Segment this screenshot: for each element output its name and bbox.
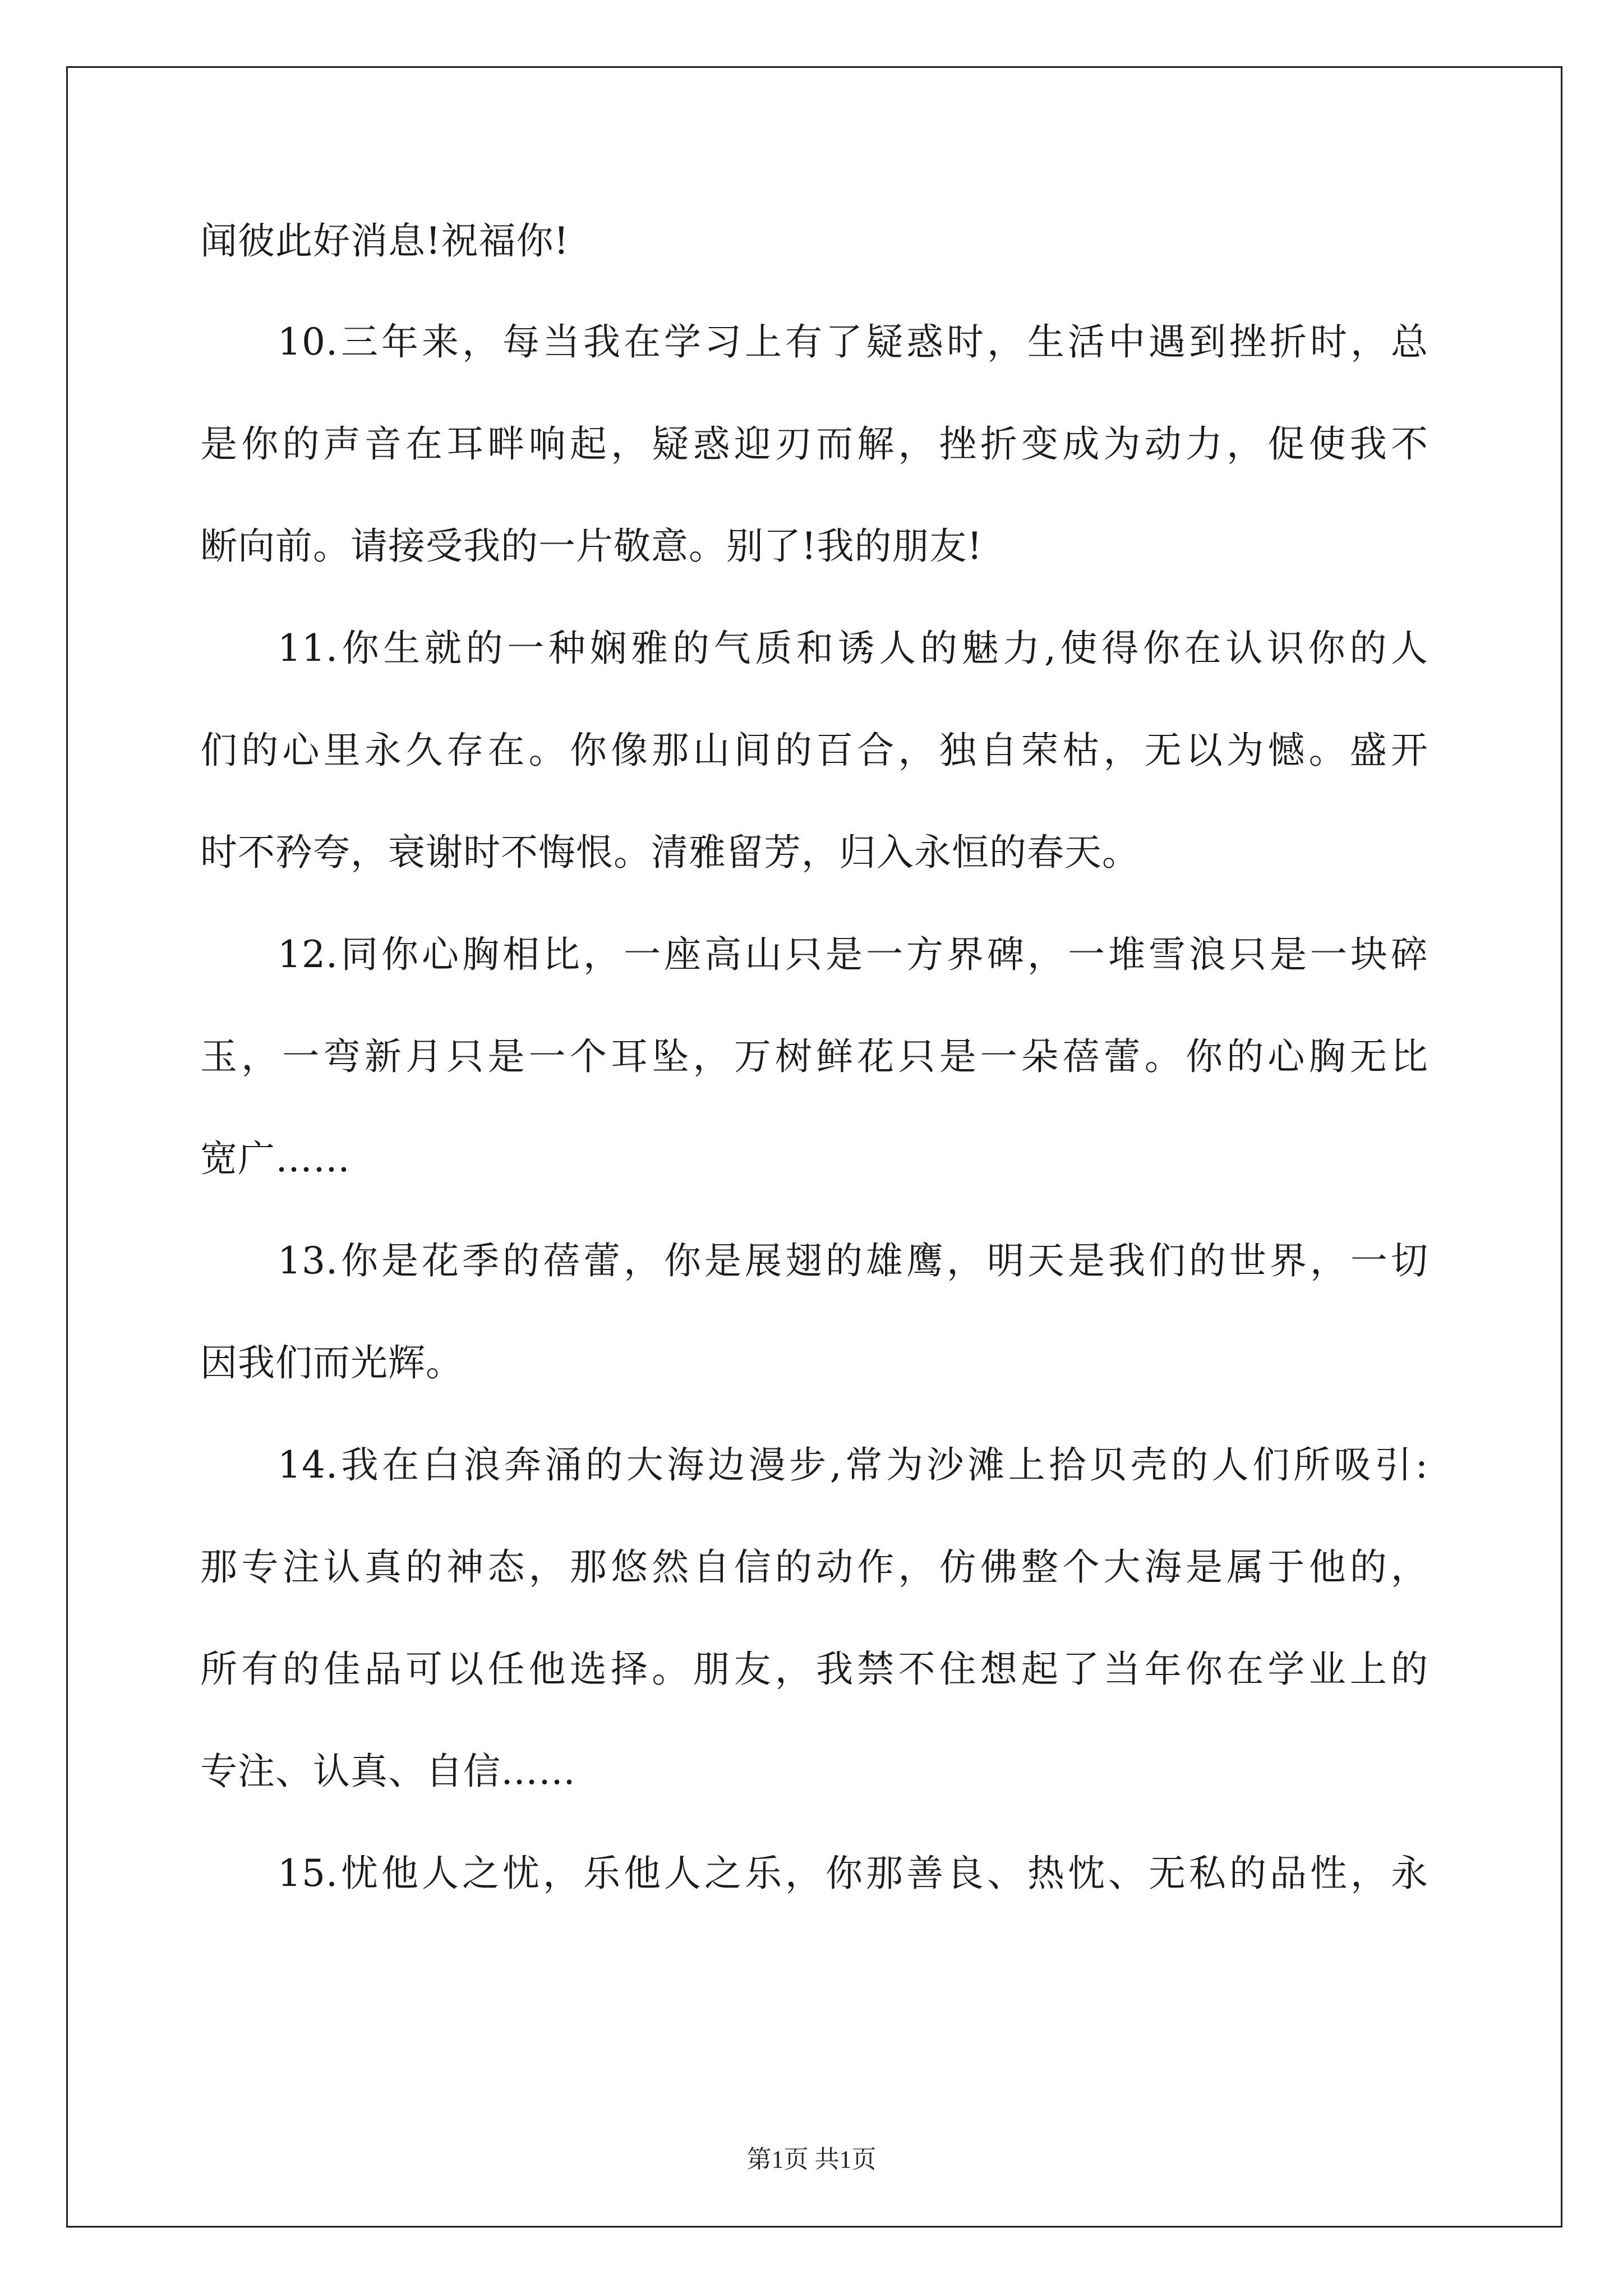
paragraph-line: 11.你生就的一种娴雅的气质和诱人的魅力,使得你在认识你的人 xyxy=(278,627,1428,670)
paragraph-line: 是你的声音在耳畔响起，疑惑迎刃而解，挫折变成为动力，促使我不 xyxy=(200,422,1428,466)
page-number-footer: 第1页 共1页 xyxy=(746,2146,877,2173)
paragraph-line: 13.你是花季的蓓蕾，你是展翅的雄鹰，明天是我们的世界，一切 xyxy=(278,1239,1428,1282)
paragraph-line: 那专注认真的神态，那悠然自信的动作，仿佛整个大海是属于他的， xyxy=(200,1545,1428,1589)
paragraph-line: 玉，一弯新月只是一个耳坠，万树鲜花只是一朵蓓蕾。你的心胸无比 xyxy=(200,1035,1428,1078)
paragraph-line: 断向前。请接受我的一片敬意。别了!我的朋友! xyxy=(200,524,983,568)
paragraph-line: 所有的佳品可以任他选择。朋友，我禁不住想起了当年你在学业上的 xyxy=(200,1648,1428,1691)
paragraph-line: 专注、认真、自信…… xyxy=(200,1750,576,1793)
paragraph-line: 10.三年来，每当我在学习上有了疑惑时，生活中遇到挫折时，总 xyxy=(278,320,1428,364)
paragraph-line: 时不矜夸，衰谢时不悔恨。清雅留芳，归入永恒的春天。 xyxy=(200,831,1140,874)
paragraph-line: 宽广…… xyxy=(200,1137,351,1180)
paragraph-line: 闻彼此好消息!祝福你! xyxy=(200,219,570,263)
paragraph-line: 15.忧他人之忧，乐他人之乐，你那善良、热忱、无私的品性，永 xyxy=(278,1852,1428,1895)
paragraph-line: 因我们而光辉。 xyxy=(200,1341,463,1384)
paragraph-line: 14.我在白浪奔涌的大海边漫步,常为沙滩上拾贝壳的人们所吸引: xyxy=(278,1443,1428,1487)
paragraph-line: 们的心里永久存在。你像那山间的百合，独自荣枯，无以为憾。盛开 xyxy=(200,729,1428,772)
paragraph-line: 12.同你心胸相比，一座高山只是一方界碑，一堆雪浪只是一块碎 xyxy=(278,933,1428,976)
